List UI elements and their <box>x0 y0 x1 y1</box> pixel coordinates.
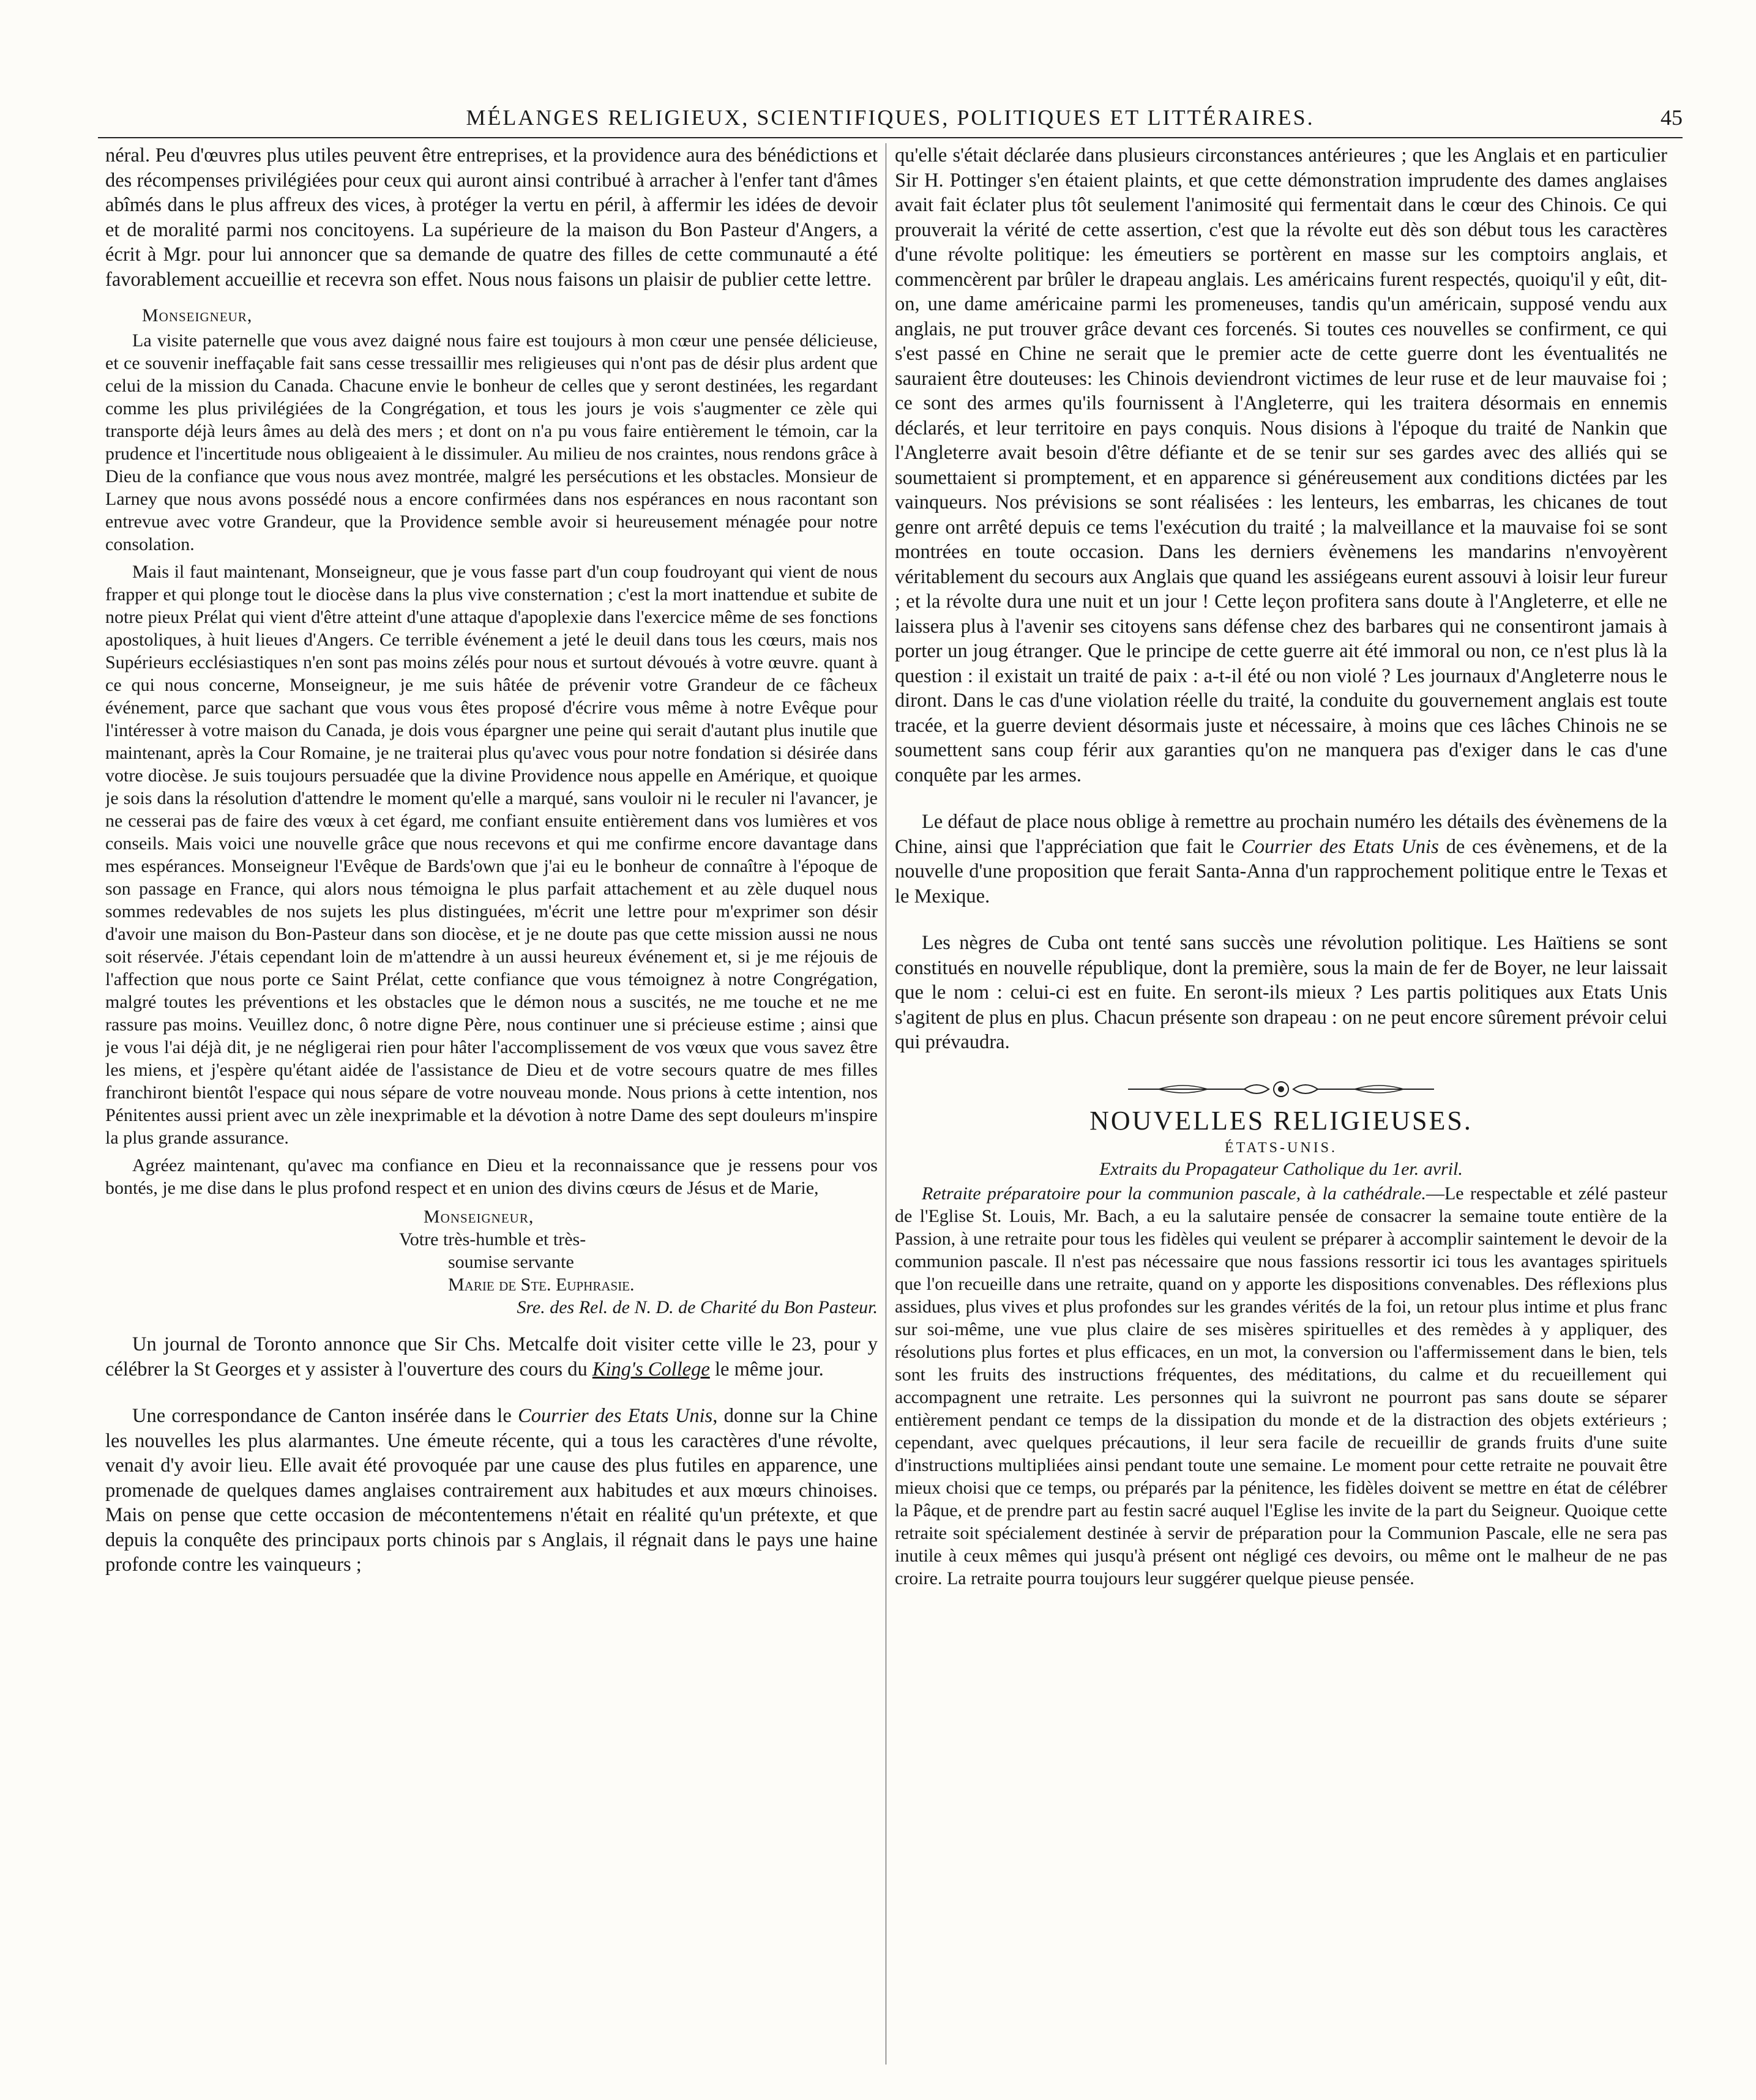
letter-paragraph-3: Agréez maintenant, qu'avec ma confiance en Dieu et la reconnaissance que je ressens pour vos bontés, je me dise dans le plus profond respect et en union des divins cœurs de Jésus et de Marie, <box>105 1155 878 1198</box>
right-column <box>895 143 1667 2065</box>
closing-signature: Marie de Ste. Euphrasie. <box>448 1275 635 1295</box>
letter-salutation: Monseigneur, <box>142 305 253 326</box>
toronto-paragraph <box>105 1332 878 1382</box>
retreat-text: —Le respectable et zélé pasteur de l'Eglise St. Louis, Mr. Bach, a eu la salutaire pensée de consacrer la semaine toute entière de la Passion, à une retraite pour tous les fidèles qui veulent se préparer à accomplir saintement le devoir de la communion pascale. Il n'est pas nécessaire que nous fassions ressortir ici tous les avantages spirituels que l'on recueille dans une retraite, quand on y apporte les dispositions convenables. Des réflexions plus assidues, plus vives et plus profondes sur les grandes vérités de la foi, un retour plus intime et plus franc sur soi-même, une vue plus claire de ses misères spirituelles et des remèdes à y appliquer, des résolutions plus fortes et plus efficaces, en un mot, la conversion ou l'affermissement dans le bien, tels sont les fruits des instructions fréquentes, des méditations, du calme et du recueillement qui accompagnent une retraite. Les personnes qui la suivront ne pourront pas sans doute se séparer entièrement pendant ce temps de la dissipation du monde et de la distraction des objets extérieurs ; cependant, avec quelques précautions, il leur sera facile de recueillir de grands fruits d'une suite d'instructions multipliées ainsi pendant toute une semaine. Le moment pour cette retraite ne pouvait être mieux choisi que ce temps, ou préparés par la pénitence, les fidèles doivent se mettre en état de célébrer la Pâque, et de prendre part au festin sacré auquel l'Eglise les invite de la part du Seigneur. Quoique cette retraite soit spécialement destinée à servir de préparation pour la Communion Pascale, elle ne sera pas inutile à ceux mêmes qui jusqu'à présent ont négligé ces devoirs, ou même ont le malheur de ne pas croire. La retraite pourra toujours leur suggérer quelque pieuse pensée. <box>895 1183 1667 1588</box>
courrier-title: Courrier des Etats Unis <box>518 1405 713 1427</box>
canton-text-2: , donne sur la Chine les nouvelles les plus alarmantes. Une émeute récente, qui a tous les caractères d'une révolte, venait d'y avoir lieu. Elle avait été provoquée par une cause des plus futiles en apparence, une promenade de quelques dames anglaises contrairement aux habitudes et aux mœurs chinoises. Mais on pense que cette occasion de mécontentemens n'était en réalité qu'un prétexte, et que depuis la conquête des principaux ports chinois par s Anglais, il régnait dans le pays une haine profonde contre les vainqueurs ; <box>105 1405 878 1576</box>
running-title: MÉLANGES RELIGIEUX, SCIENTIFIQUES, POLITIQUES ET LITTÉRAIRES. <box>466 105 1315 130</box>
left-column <box>105 143 878 2065</box>
subsection-title: ÉTATS-UNIS. <box>1224 1139 1338 1156</box>
defaut-text-2: de ces évènemens, et de la nouvelle d'une proposition que ferait Santa-Anna d'un rapprochement politique entre le Texas et le Mexique. <box>895 835 1667 907</box>
closing-title: Sre. des Rel. de N. D. de Charité du Bon Pasteur. <box>517 1297 878 1317</box>
kings-college-title: King's College <box>592 1358 710 1380</box>
toronto-text-1: Un journal de Toronto annonce que Sir Chs. Metcalfe doit visiter cette ville le 23, pour y célébrer la St Georges et y assister à l'ouverture des cours du <box>105 1333 878 1380</box>
canton-paragraph <box>105 1404 878 1577</box>
defaut-text-1: Le défaut de place nous oblige à remettre au prochain numéro les détails des évènemens de la Chine, ainsi que l'appréciation que fait le <box>895 811 1667 858</box>
toronto-text-2: le même jour. <box>709 1358 824 1380</box>
letter-paragraph-1: La visite paternelle que vous avez daigné nous faire est toujours à mon cœur une pensée délicieuse, et ce souvenir ineffaçable fait sans cesse tressaillir mes religieuses qui n'ont pas de désir plus ardent que celui de la mission du Canada. Chacune envie le bonheur de celles que y seront destinées, les regardant comme les plus privilégiées de la Congrégation, et tous les jours je vois s'augmenter ce zèle qui transporte déjà leurs âmes au delà des mers ; et dont on n'a pu vous faire entièrement le témoin, car la prudence et l'incertitude nous obligeaient à le dissimuler. Au milieu de nos craintes, nous rendons grâce à Dieu de la confiance que vous nous avez montrée, malgré les persécutions et les obstacles. Monsieur de Larney que nous avons possédé nous a encore confirmées dans nos espérances en nous racontant son entrevue avec votre Grandeur, que la Providence semble avoir si heureusement ménagée pour notre consolation. <box>105 330 878 554</box>
retreat-title: Retraite préparatoire pour la communion pascale, à la cathédrale. <box>922 1183 1426 1204</box>
letter-paragraph-2: Mais il faut maintenant, Monseigneur, que je vous fasse part d'un coup foudroyant qui vient de nous frapper et qui plonge tout le diocèse dans la plus vive consternation ; c'est la mort inattendue et subite de notre pieux Prélat qui vient d'être atteint d'une attaque d'apoplexie dans l'exercice même de ses fonctions apostoliques, à huit lieues d'Angers. Ce terrible événement a jeté le deuil dans tous les cœurs, mais nos Supérieurs ecclésiastiques n'en sont pas moins zélés pour nous et surtout dévoués à votre œuvre. quant à ce qui nous concerne, Monseigneur, je me suis hâtée de prévenir votre Grandeur de ce fâcheux événement, parce que sachant que vous vous êtes proposé d'écrire vous même à notre Evêque pour l'intéresser à votre maison du Canada, je dois vous épargner une peine qui serait d'autant plus inutile que maintenant, après la Cour Romaine, je ne traiterai plus qu'avec vous pour notre fondation si désirée dans votre diocèse. Je suis toujours persuadée que la divine Providence nous appelle en Amérique, et quoique je sois dans la résolution d'attendre le moment qu'elle a marqué, sans vouloir ni le reculer ni l'avancer, je ne cesserai pas de faire des vœux à cet égard, me confiant ensuite entièrement dans vos lumières et vos conseils. Mais voici une nouvelle grâce que nous recevons et qui me confirme encore davantage dans mes espérances. Monseigneur l'Evêque de Bards'own que j'ai eu le bonheur de connaître à l'époque de son passage en France, qui alors nous témoigna le plus parfait attachement et au zèle duquel nous sommes redevables de nos sujets les plus distinguées, m'écrit une lettre pour m'exprimer son désir d'avoir une maison du Bon-Pasteur dans son diocèse, et je ne doute pas que cette mission aussi ne nous soit réservée. J'étais cependant loin de m'attendre à un aussi heureux événement et, si je me réjouis de l'affection que nous porte ce Saint Prélat, cette confiance que vous témoignez à notre Congrégation, malgré toutes les préventions et les obstacles que le démon nous a suscités, ne me touche et ne me rassure pas moins. Veuillez donc, ô notre digne Père, nous continuer une si précieuse estime ; ainsi que je vous l'ai déjà dit, je ne négligerai rien pour hâter l'accomplissement de vos vœux que vous savez être les miens, et j'espère qu'étant aidée de l'assistance de Dieu et de votre secours quatre de mes filles franchiront bientôt l'espace qui nous sépare de votre nouveau monde. Nous prions à cette intention, nos Pénitentes aussi prient avec un zèle inexprimable et la dévotion à notre Dame des sept douleurs m'inspire la plus grande assurance. <box>105 562 878 1148</box>
continuation-paragraph: qu'elle s'était déclarée dans plusieurs circonstances antérieures ; que les Anglais et en particulier Sir H. Pottinger s'en étaient plaints, et que cette démonstration imprudente des dames anglaises avait fait éclater plus tôt seulement l'animosité qui fermentait dans le cœur des Chinois. Ce qui prouverait la vérité de cette assertion, c'est que la révolte eut dès son début tous les caractères d'une révolte politique: les émeutiers se portèrent en masse sur les comptoirs anglais, et commencèrent par brûler le drapeau anglais. Les américains furent respectés, quoiqu'il y eût, dit-on, une dame américaine parmi les promeneuses, tandis qu'un américain, supposé vendu aux anglais, ne put trouver grâce devant ces forcenés. Si toutes ces nouvelles se confirment, ce qui s'est passé en Chine ne serait que le premier acte de cette guerre dont les éventualités ne sauraient être douteuses: les Chinois deviendront victimes de leur ruse et de leur mauvaise foi ; ce sont des armes qu'ils fournissent à l'Angleterre, qui les traitera désormais en ennemis déclarés, et leur territoire en pays conquis. Nous disions à l'époque du traité de Nankin que l'Angleterre avait besoin d'être défiante et de se tenir sur ses gardes avec des alliés qui se soumettaient si promptement, et en apparence si généreusement aux conditions dictées par les vainqueurs. Nos prévisions se sont réalisées : les lenteurs, les embarras, les chicanes de tout genre ont arrêté depuis ce tems l'exécution du traité ; la malveillance et la mauvaise foi se sont montrées en toute occasion. Dans les derniers évènemens les mandarins n'envoyèrent véritablement du secours aux Anglais que quand les assiégeans eurent assouvi à loisir leur fureur ; et la révolte dura une nuit et un jour ! Cette leçon profitera sans doute à l'Angleterre, et elle ne laissera plus à l'avenir ses citoyens sans défense chez des barbares qui ne consentiront jamais à porter un joug étranger. Que le principe de cette guerre ait été immoral ou non, ce n'est plus là la question : il existait un traité de paix : a-t-il été ou non violé ? Les journaux d'Angleterre nous le diront. Dans le cas d'une violation réelle du traité, la conduite du gouvernement anglais est toute tracée, et la guerre devient désormais juste et nécessaire, à moins que ces lâches Chinois ne se soumettent sans coup férir aux garanties qu'on ne manquera pas d'exiger dans le cas d'une conquête par les armes. <box>895 144 1667 786</box>
letter-closing <box>105 1205 878 1319</box>
courrier-title-2: Courrier des Etats Unis <box>1241 835 1439 858</box>
section-title: NOUVELLES RELIGIEUSES. <box>1089 1105 1473 1136</box>
cuba-paragraph: Les nègres de Cuba ont tenté sans succès une révolution politique. Les Haïtiens se sont constitués en nouvelle république, dont la première, sous la main de fer de Boyer, ne leur laissait que le nom : celui-ci est en fuite. En seront-ils mieux ? Les partis politiques aux Etats Unis s'agitent de plus en plus. Chacun présente son drapeau : on ne peut encore sûrement prévoir celui qui prévaudra. <box>895 932 1667 1053</box>
retreat-paragraph <box>895 1182 1667 1590</box>
opening-paragraph: néral. Peu d'œuvres plus utiles peuvent être entreprises, et la providence aura des bénédictions et des récompenses privilégiées pour ceux qui auront ainsi contribué à arracher à l'enfer tant d'âmes abîmés dans le plus affreux des vices, à protéger la vertu en péril, à affermir les idées de devoir et de moralité parmi nos concitoyens. La supérieure de la maison du Bon Pasteur d'Angers, a écrit à Mgr. pour lui annoncer que sa demande de quatre des filles de cette communauté a été favorablement accueillie et recevra son effet. Nous nous faisons un plaisir de publier cette lettre. <box>105 144 878 291</box>
canton-text-1: Une correspondance de Canton insérée dans le <box>132 1405 518 1427</box>
page-header <box>98 103 1683 138</box>
closing-line-2: Votre très-humble et très- <box>399 1229 586 1249</box>
letter <box>105 304 878 1199</box>
section-ornament <box>1122 1077 1440 1101</box>
closing-salutation: Monseigneur, <box>424 1207 534 1227</box>
defaut-paragraph <box>895 810 1667 909</box>
page-number: 45 <box>1661 105 1683 130</box>
retreat-article <box>895 1182 1667 1590</box>
closing-line-3: soumise servante <box>448 1252 574 1272</box>
source-line: Extraits du Propagateur Catholique du 1er. avril. <box>1099 1158 1463 1179</box>
